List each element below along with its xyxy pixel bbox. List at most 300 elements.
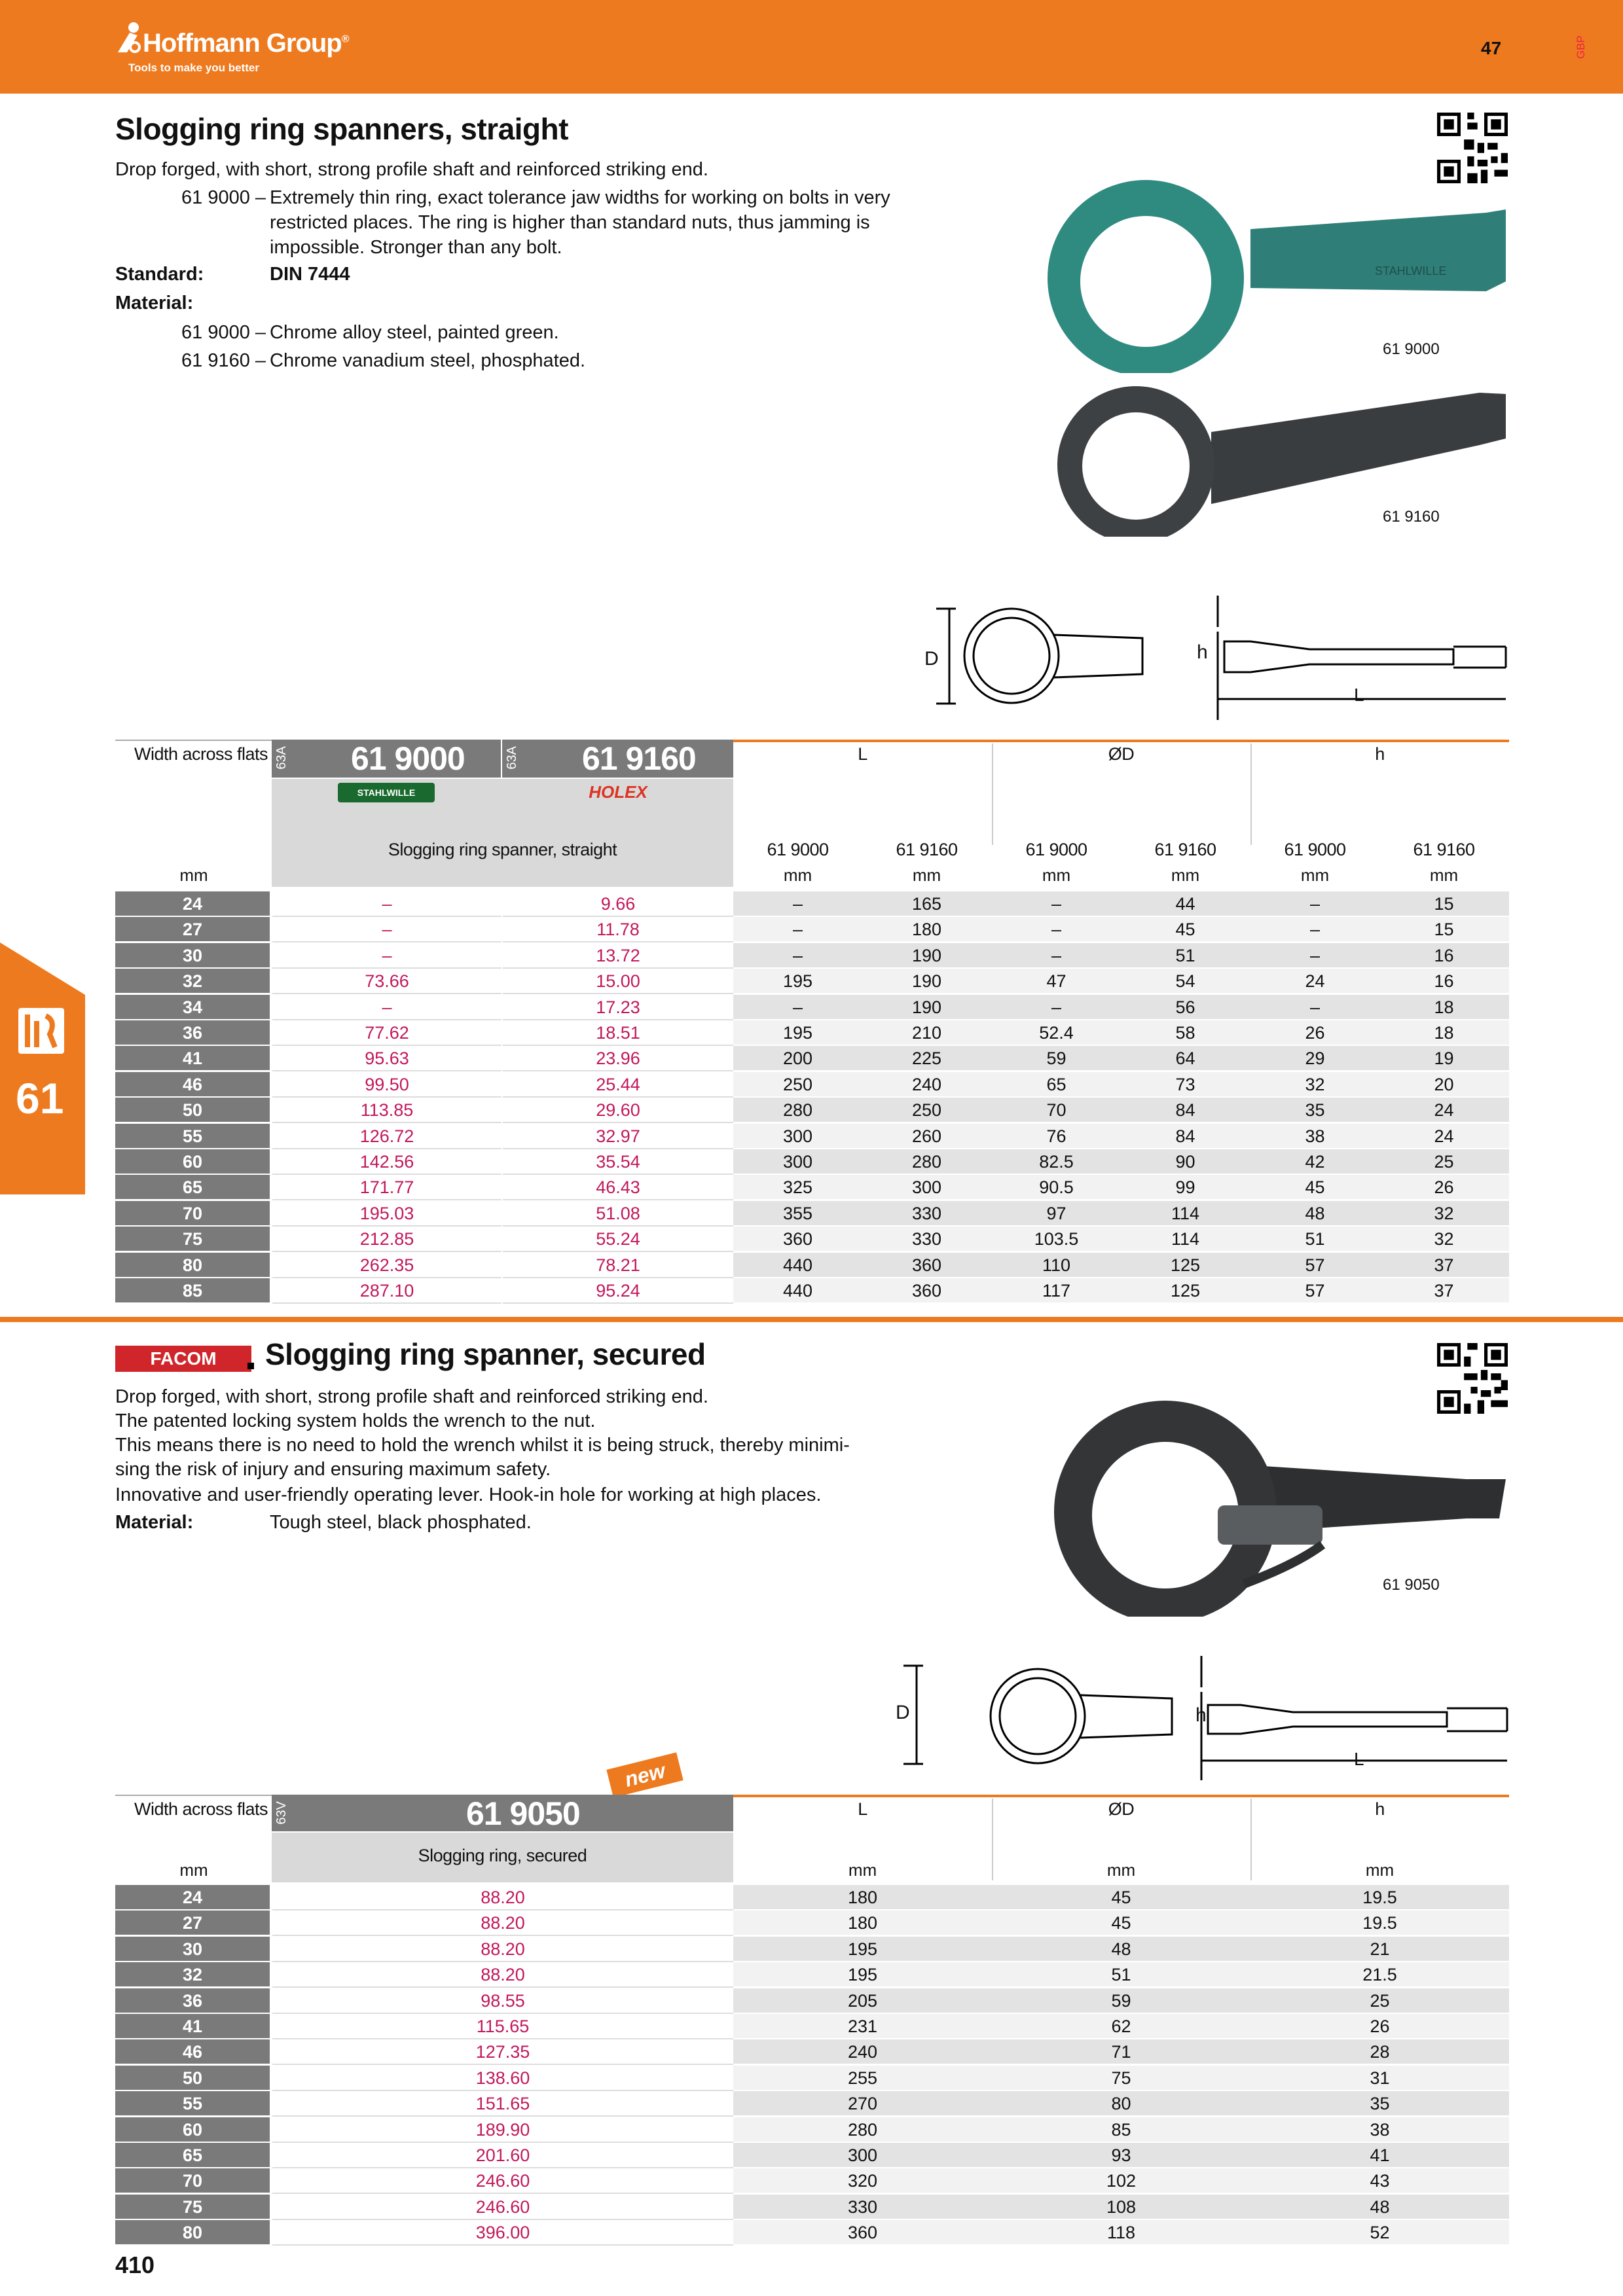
value-cell: 45 — [1111, 1913, 1131, 1933]
value-cell: 114 — [1171, 1229, 1200, 1249]
diagram-h-label: h — [1195, 1704, 1207, 1726]
waf-cell: 27 — [115, 1910, 270, 1935]
unit-label: mm — [1429, 865, 1459, 885]
price-cell: 55.24 — [503, 1227, 733, 1252]
value-cell: 180 — [911, 920, 942, 939]
unit-label: mm — [1300, 865, 1330, 885]
waf-cell: 50 — [115, 1098, 270, 1122]
facom-logo: FACOM — [115, 1346, 251, 1372]
holex-logo: HOLEX — [589, 782, 647, 802]
value-cell: 125 — [1170, 1255, 1201, 1275]
value-cell: 71 — [1111, 2042, 1131, 2062]
price-cell: 95.63 — [272, 1046, 501, 1071]
value-cell: 360 — [847, 2223, 878, 2242]
product-code: 61 9000 — [351, 740, 465, 777]
waf-cell: 32 — [115, 969, 270, 993]
image-caption: 61 9050 — [1383, 1576, 1440, 1594]
price-cell: 78.21 — [503, 1253, 733, 1278]
value-cell: 64 — [1175, 1049, 1195, 1068]
diagram-d-label: D — [896, 1702, 910, 1723]
waf-cell: 34 — [115, 995, 270, 1019]
value-cell: – — [1309, 997, 1321, 1017]
value-cell: 440 — [782, 1281, 813, 1300]
waf-cell: 80 — [115, 2220, 270, 2244]
value-cell: 330 — [911, 1229, 942, 1249]
value-cell: – — [792, 894, 803, 914]
sub-col-header: 61 9160 — [1154, 840, 1216, 859]
qr-code-icon[interactable] — [1437, 113, 1508, 183]
description-line: restricted places. The ring is higher than standard nuts, thus jamming is — [270, 212, 870, 233]
stahlwille-logo: STAHLWILLE — [338, 783, 435, 802]
waf-cell: 46 — [115, 1072, 270, 1096]
value-cell: 59 — [1111, 1991, 1131, 2011]
col-header-l: L — [858, 744, 867, 764]
value-cell: 20 — [1434, 1075, 1454, 1094]
description-line: sing the risk of injury and ensuring maximum safety. — [115, 1459, 551, 1480]
table-top-rule — [115, 1795, 272, 1796]
price-cell: 88.20 — [272, 1937, 733, 1962]
value-cell: 26 — [1305, 1023, 1325, 1043]
standard-value: DIN 7444 — [270, 264, 350, 285]
col-header-h: h — [1375, 744, 1385, 764]
width-across-flats-header: Width across flats — [134, 1799, 268, 1819]
price-cell: 113.85 — [272, 1098, 501, 1123]
product-code: 61 9160 — [582, 740, 696, 777]
value-cell: 32 — [1434, 1204, 1454, 1223]
value-cell: 360 — [911, 1281, 942, 1300]
waf-cell: 55 — [115, 2091, 270, 2115]
intro-text: Drop forged, with short, strong profile shaft and reinforced striking end. — [115, 159, 708, 180]
value-cell: 108 — [1106, 2197, 1137, 2217]
price-cell: 51.08 — [503, 1201, 733, 1227]
price-cell: 142.56 — [272, 1149, 501, 1175]
waf-cell: 60 — [115, 2117, 270, 2142]
sub-col-header: 61 9000 — [767, 840, 829, 859]
unit-label: mm — [848, 1860, 877, 1880]
value-cell: 195 — [847, 1965, 878, 1984]
waf-cell: 85 — [115, 1278, 270, 1302]
waf-cell: 50 — [115, 2066, 270, 2090]
value-cell: 125 — [1170, 1281, 1201, 1300]
value-cell: 102 — [1106, 2171, 1137, 2191]
chapter-tab — [0, 942, 85, 1194]
col-header-h: h — [1375, 1799, 1385, 1819]
value-cell: 37 — [1434, 1255, 1454, 1275]
value-cell: 15 — [1434, 920, 1454, 939]
value-cell: 52 — [1370, 2223, 1390, 2242]
value-cell: – — [792, 946, 803, 965]
waf-cell: 80 — [115, 1253, 270, 1277]
price-cell: 151.65 — [272, 2091, 733, 2117]
value-cell: 114 — [1171, 1204, 1200, 1223]
value-cell: 19 — [1434, 1049, 1454, 1068]
value-cell: 250 — [782, 1075, 813, 1094]
value-cell: 190 — [911, 946, 942, 965]
waf-cell: 27 — [115, 917, 270, 941]
badge: 63A — [505, 746, 519, 770]
price-cell: 287.10 — [272, 1278, 501, 1304]
price-cell: 46.43 — [503, 1175, 733, 1200]
value-cell: 190 — [911, 997, 942, 1017]
value-cell: 231 — [847, 2017, 878, 2036]
value-cell: 76 — [1046, 1126, 1067, 1146]
description-line: This means there is no need to hold the wrench whilst it is being struck, thereby minimi- — [115, 1435, 850, 1456]
unit-label: mm — [1106, 1860, 1136, 1880]
value-cell: – — [792, 997, 803, 1017]
price-cell: 138.60 — [272, 2066, 733, 2091]
value-cell: 117 — [1042, 1281, 1071, 1300]
svg-text:STAHLWILLE: STAHLWILLE — [1375, 264, 1447, 278]
col-header-d: ØD — [1108, 744, 1135, 764]
unit-label: mm — [179, 1860, 208, 1880]
standard-label: Standard: — [115, 264, 204, 285]
value-cell: 51 — [1305, 1229, 1325, 1249]
chapter-number: 61 — [16, 1074, 64, 1122]
value-cell: 260 — [911, 1126, 942, 1146]
value-cell: 82.5 — [1039, 1152, 1074, 1172]
unit-label: mm — [179, 865, 208, 885]
value-cell: 320 — [847, 2171, 878, 2191]
value-cell: – — [1309, 894, 1321, 914]
value-cell: 280 — [847, 2120, 878, 2140]
waf-cell: 75 — [115, 2195, 270, 2219]
value-cell: 28 — [1370, 2042, 1390, 2062]
table-top-rule — [115, 740, 272, 741]
value-cell: 210 — [911, 1023, 942, 1043]
value-cell: 15 — [1434, 894, 1454, 914]
value-cell: 59 — [1046, 1049, 1067, 1068]
value-cell: 51 — [1111, 1965, 1131, 1984]
product-code: 61 9050 — [466, 1795, 580, 1832]
price-cell: 127.35 — [272, 2039, 733, 2065]
value-cell: 37 — [1434, 1281, 1454, 1300]
value-cell: 58 — [1175, 1023, 1195, 1043]
value-cell: 24 — [1434, 1126, 1454, 1146]
sub-col-header: 61 9000 — [1025, 840, 1087, 859]
value-cell: 38 — [1305, 1126, 1325, 1146]
logo-dot — [247, 1363, 254, 1369]
value-cell: 41 — [1370, 2145, 1390, 2165]
page-number-top: 47 — [1481, 38, 1502, 58]
hoffmann-logo-icon — [115, 21, 144, 55]
value-cell: 195 — [782, 1023, 813, 1043]
value-cell: 45 — [1111, 1888, 1131, 1907]
section-divider — [0, 1317, 1623, 1322]
value-cell: 16 — [1434, 971, 1454, 991]
value-cell: 56 — [1175, 997, 1195, 1017]
product-code-label: 61 9000 – — [181, 322, 266, 343]
price-cell: 9.66 — [503, 891, 733, 917]
waf-cell: 70 — [115, 2168, 270, 2193]
value-cell: 118 — [1106, 2223, 1136, 2242]
value-cell: 90.5 — [1039, 1177, 1074, 1197]
value-cell: 73 — [1175, 1075, 1195, 1094]
value-cell: 70 — [1046, 1100, 1067, 1120]
diagram-d-label: D — [924, 648, 939, 670]
unit-label: mm — [912, 865, 941, 885]
price-cell: 396.00 — [272, 2220, 733, 2246]
price-cell: 25.44 — [503, 1072, 733, 1098]
width-across-flats-header: Width across flats — [134, 744, 268, 764]
value-cell: 25 — [1370, 1991, 1390, 2011]
waf-cell: 46 — [115, 2039, 270, 2064]
value-cell: 26 — [1370, 2017, 1390, 2036]
price-cell: 98.55 — [272, 1988, 733, 2014]
new-badge: new — [606, 1752, 683, 1797]
sub-col-header: 61 9160 — [1413, 840, 1475, 859]
price-cell: 246.60 — [272, 2168, 733, 2194]
price-cell: 23.96 — [503, 1046, 733, 1071]
value-cell: 25 — [1434, 1152, 1454, 1172]
price-cell: 195.03 — [272, 1201, 501, 1227]
value-cell: 180 — [847, 1888, 878, 1907]
value-cell: 240 — [911, 1075, 942, 1094]
product-code-label: 61 9160 – — [181, 350, 266, 371]
value-cell: – — [1309, 920, 1321, 939]
value-cell: 195 — [847, 1939, 878, 1959]
unit-label: mm — [1042, 865, 1071, 885]
price-cell: 246.60 — [272, 2195, 733, 2220]
image-caption: 61 9000 — [1383, 340, 1440, 358]
value-cell: 18 — [1434, 1023, 1454, 1043]
price-cell: 126.72 — [272, 1124, 501, 1149]
value-cell: 360 — [911, 1255, 942, 1275]
value-cell: 195 — [782, 971, 813, 991]
value-cell: 16 — [1434, 946, 1454, 965]
value-cell: 190 — [911, 971, 942, 991]
value-cell: 225 — [911, 1049, 942, 1068]
price-cell: 99.50 — [272, 1072, 501, 1098]
value-cell: 62 — [1111, 2017, 1131, 2036]
value-cell: 32 — [1434, 1229, 1454, 1249]
value-cell: 280 — [911, 1152, 942, 1172]
value-cell: 21 — [1370, 1939, 1390, 1959]
value-cell: 48 — [1305, 1204, 1325, 1223]
price-cell: 29.60 — [503, 1098, 733, 1123]
col-divider — [1250, 744, 1252, 845]
value-cell: 330 — [847, 2197, 878, 2217]
waf-cell: 70 — [115, 1201, 270, 1225]
value-cell: 65 — [1046, 1075, 1067, 1094]
value-cell: 270 — [847, 2094, 878, 2113]
waf-cell: 24 — [115, 1885, 270, 1909]
price-cell: 189.90 — [272, 2117, 733, 2143]
price-cell: – — [272, 891, 501, 917]
value-cell: 300 — [782, 1126, 813, 1146]
price-cell: – — [272, 943, 501, 969]
value-cell: 99 — [1175, 1177, 1195, 1197]
table-top-rule — [733, 1795, 1509, 1797]
badge: 63V — [274, 1801, 289, 1825]
value-cell: 75 — [1111, 2068, 1131, 2088]
value-cell: 45 — [1305, 1177, 1325, 1197]
value-cell: 51 — [1175, 946, 1195, 965]
value-cell: 300 — [911, 1177, 942, 1197]
price-cell: 88.20 — [272, 1962, 733, 1988]
waf-cell: 30 — [115, 1937, 270, 1961]
value-cell: – — [1309, 946, 1321, 965]
section-title: Slogging ring spanner, secured — [265, 1337, 706, 1371]
waf-cell: 60 — [115, 1149, 270, 1174]
value-cell: 97 — [1046, 1204, 1067, 1223]
value-cell: 19.5 — [1362, 1888, 1397, 1907]
price-cell: 15.00 — [503, 969, 733, 994]
value-cell: 80 — [1111, 2094, 1131, 2113]
value-cell: 26 — [1434, 1177, 1454, 1197]
value-cell: 21.5 — [1362, 1965, 1397, 1984]
unit-label: mm — [1365, 1860, 1395, 1880]
value-cell: 280 — [782, 1100, 813, 1120]
value-cell: 360 — [782, 1229, 813, 1249]
diagram-l-label: L — [1354, 1749, 1364, 1769]
value-cell: 44 — [1175, 894, 1195, 914]
sub-col-header: 61 9160 — [896, 840, 958, 859]
value-cell: 93 — [1111, 2145, 1131, 2165]
value-cell: – — [1051, 894, 1062, 914]
col-header-d: ØD — [1108, 1799, 1135, 1819]
description-line: impossible. Stronger than any bolt. — [270, 237, 562, 258]
value-cell: 84 — [1175, 1126, 1195, 1146]
value-cell: 48 — [1111, 1939, 1131, 1959]
value-cell: 200 — [782, 1049, 813, 1068]
price-cell: 13.72 — [503, 943, 733, 969]
value-cell: 38 — [1370, 2120, 1390, 2140]
value-cell: – — [792, 920, 803, 939]
value-cell: 300 — [847, 2145, 878, 2165]
page-number-bottom: 410 — [115, 2251, 155, 2278]
description-line: Innovative and user-friendly operating lever. Hook-in hole for working at high places. — [115, 1484, 822, 1505]
value-cell: 32 — [1305, 1075, 1325, 1094]
value-cell: 205 — [847, 1991, 878, 2011]
price-cell: 88.20 — [272, 1910, 733, 1936]
waf-cell: 75 — [115, 1227, 270, 1251]
material-value: Tough steel, black phosphated. — [270, 1512, 532, 1533]
brand-tagline: Tools to make you better — [128, 62, 259, 74]
value-cell: 29 — [1305, 1049, 1325, 1068]
table-top-rule — [733, 740, 1509, 742]
value-cell: 57 — [1305, 1255, 1325, 1275]
value-cell: 24 — [1434, 1100, 1454, 1120]
sub-col-header: 61 9000 — [1284, 840, 1346, 859]
value-cell: 103.5 — [1034, 1229, 1079, 1249]
waf-cell: 24 — [115, 891, 270, 916]
price-cell: 18.51 — [503, 1020, 733, 1046]
value-cell: 90 — [1175, 1152, 1195, 1172]
value-cell: 52.4 — [1039, 1023, 1074, 1043]
value-cell: 19.5 — [1362, 1913, 1397, 1933]
value-cell: 47 — [1046, 971, 1067, 991]
price-cell: 77.62 — [272, 1020, 501, 1046]
price-cell: 171.77 — [272, 1175, 501, 1200]
price-cell: 32.97 — [503, 1124, 733, 1149]
badge: 63A — [274, 746, 289, 770]
waf-cell: 65 — [115, 1175, 270, 1199]
table-subheader: Slogging ring spanner, straight — [388, 840, 617, 859]
price-cell: 17.23 — [503, 995, 733, 1020]
table-subheader: Slogging ring, secured — [418, 1846, 587, 1865]
description-line: Drop forged, with short, strong profile shaft and reinforced striking end. — [115, 1386, 708, 1407]
value-cell: 54 — [1175, 971, 1195, 991]
material-line: Chrome vanadium steel, phosphated. — [270, 350, 586, 371]
price-cell: – — [272, 917, 501, 942]
value-cell: 110 — [1042, 1255, 1071, 1275]
price-cell: 262.35 — [272, 1253, 501, 1278]
waf-cell: 55 — [115, 1124, 270, 1148]
value-cell: 43 — [1370, 2171, 1390, 2191]
value-cell: 45 — [1175, 920, 1195, 939]
description-line: Extremely thin ring, exact tolerance jaw widths for working on bolts in very — [270, 187, 890, 208]
waf-cell: 41 — [115, 1046, 270, 1070]
dimension-diagram — [917, 589, 1519, 726]
value-cell: 35 — [1370, 2094, 1390, 2113]
diagram-l-label: L — [1354, 685, 1364, 705]
value-cell: 330 — [911, 1204, 942, 1223]
value-cell: 255 — [847, 2068, 878, 2088]
brand-name: Hoffmann Group® — [143, 29, 349, 58]
value-cell: 42 — [1305, 1152, 1325, 1172]
value-cell: 250 — [911, 1100, 942, 1120]
price-cell: 11.78 — [503, 917, 733, 942]
waf-cell: 36 — [115, 1020, 270, 1045]
waf-cell: 41 — [115, 2014, 270, 2038]
value-cell: 300 — [782, 1152, 813, 1172]
value-cell: 24 — [1305, 971, 1325, 991]
section-title: Slogging ring spanners, straight — [115, 112, 568, 146]
price-cell: – — [272, 995, 501, 1020]
value-cell: – — [1051, 946, 1062, 965]
waf-cell: 32 — [115, 1962, 270, 1986]
value-cell: 240 — [847, 2042, 878, 2062]
value-cell: 85 — [1111, 2120, 1131, 2140]
col-divider — [992, 744, 993, 845]
material-label: Material: — [115, 1512, 194, 1533]
value-cell: 31 — [1370, 2068, 1390, 2088]
price-cell: 201.60 — [272, 2143, 733, 2168]
description-line: The patented locking system holds the wrench to the nut. — [115, 1410, 596, 1431]
unit-label: mm — [1171, 865, 1200, 885]
value-cell: – — [1051, 920, 1062, 939]
price-cell: 73.66 — [272, 969, 501, 994]
value-cell: 35 — [1305, 1100, 1325, 1120]
value-cell: 48 — [1370, 2197, 1390, 2217]
value-cell: 355 — [782, 1204, 813, 1223]
value-cell: 440 — [782, 1255, 813, 1275]
value-cell: 325 — [782, 1177, 813, 1197]
value-cell: 84 — [1175, 1100, 1195, 1120]
col-header-l: L — [858, 1799, 867, 1819]
price-cell: 212.85 — [272, 1227, 501, 1252]
price-cell: 35.54 — [503, 1149, 733, 1175]
value-cell: 18 — [1434, 997, 1454, 1017]
price-cell: 115.65 — [272, 2014, 733, 2039]
value-cell: 165 — [911, 894, 942, 914]
value-cell: 57 — [1305, 1281, 1325, 1300]
waf-cell: 36 — [115, 1988, 270, 2013]
unit-label: mm — [783, 865, 812, 885]
waf-cell: 65 — [115, 2143, 270, 2167]
waf-cell: 30 — [115, 943, 270, 967]
material-label: Material: — [115, 293, 194, 314]
language-code: GBP — [1575, 35, 1587, 59]
image-caption: 61 9160 — [1383, 508, 1440, 526]
price-cell: 88.20 — [272, 1885, 733, 1910]
diagram-h-label: h — [1197, 641, 1208, 663]
material-line: Chrome alloy steel, painted green. — [270, 322, 559, 343]
price-cell: 95.24 — [503, 1278, 733, 1304]
product-code-label: 61 9000 – — [181, 187, 266, 208]
value-cell: 180 — [847, 1913, 878, 1933]
value-cell: – — [1051, 997, 1062, 1017]
